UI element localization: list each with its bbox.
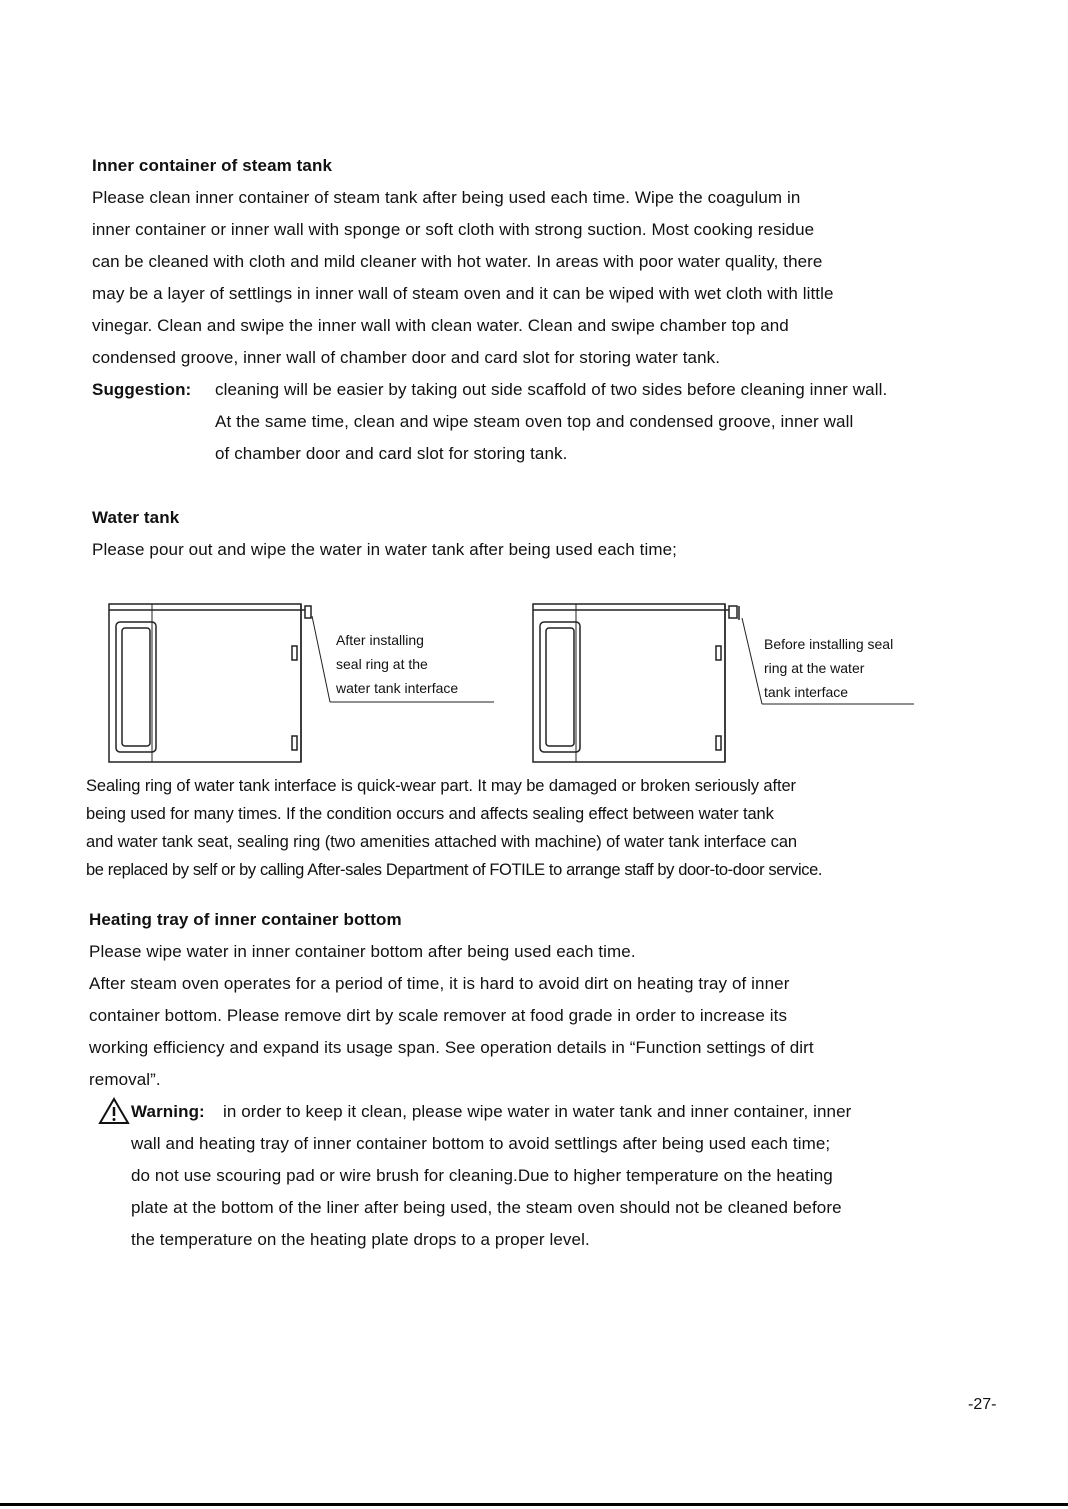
warning-line: in order to keep it clean, please wipe water in water tank and inner container, inner [223,1102,852,1121]
paragraph-line: be replaced by self or by calling After-sales Department of FOTILE to arrange staff by door-to-door service. [86,861,823,879]
paragraph-line: Please pour out and wipe the water in water tank after being used each time; [92,540,678,559]
paragraph-line: working efficiency and expand its usage span. See operation details in “Function settings of dirt [89,1038,814,1057]
warning-line: do not use scouring pad or wire brush for cleaning.Due to higher temperature on the heating [131,1166,833,1185]
suggestion-label: Suggestion: [92,380,192,399]
figure-label-line: water tank interface [336,680,459,696]
section-heading-heating-tray: Heating tray of inner container bottom [89,910,402,929]
water-tank-before-installing-diagram [524,598,924,768]
paragraph-line: Sealing ring of water tank interface is quick-wear part. It may be damaged or broken seriously after [86,777,796,795]
paragraph-line: inner container or inner wall with sponge or soft cloth with strong suction. Most cooking residue [92,220,815,239]
paragraph-line: Please wipe water in inner container bottom after being used each time. [89,942,636,961]
warning-label: Warning: [131,1102,205,1121]
warning-triangle-icon [98,1097,130,1125]
figure-label-line: Before installing seal [764,636,894,652]
suggestion-line: of chamber door and card slot for storing tank. [215,444,568,463]
warning-line: wall and heating tray of inner container bottom to avoid settlings after being used each time; [131,1134,831,1153]
figure-label-line: After installing [336,632,424,648]
section-heading-water-tank: Water tank [92,508,180,527]
paragraph-line: and water tank seat, sealing ring (two amenities attached with machine) of water tank interface can [86,833,797,851]
paragraph-line: container bottom. Please remove dirt by scale remover at food grade in order to increase its [89,1006,788,1025]
paragraph-line: being used for many times. If the condition occurs and affects sealing effect between water tank [86,805,774,823]
section-heading-inner-container: Inner container of steam tank [92,156,333,175]
page-bottom-rule [0,1503,1068,1506]
paragraph-line: Please clean inner container of steam tank after being used each time. Wipe the coagulum in [92,188,801,207]
paragraph-line: may be a layer of settlings in inner wall of steam oven and it can be wiped with wet cloth with little [92,284,834,303]
warning-line: plate at the bottom of the liner after being used, the steam oven should not be cleaned before [131,1198,842,1217]
paragraph-line: condensed groove, inner wall of chamber door and card slot for storing water tank. [92,348,721,367]
paragraph-line: can be cleaned with cloth and mild cleaner with hot water. In areas with poor water quality, there [92,252,823,271]
paragraph-line: After steam oven operates for a period of time, it is hard to avoid dirt on heating tray of inner [89,974,790,993]
suggestion-line: At the same time, clean and wipe steam oven top and condensed groove, inner wall [215,412,854,431]
paragraph-line: removal”. [89,1070,161,1089]
warning-line: the temperature on the heating plate drops to a proper level. [131,1230,590,1249]
paragraph-line: vinegar. Clean and swipe the inner wall with clean water. Clean and swipe chamber top and [92,316,789,335]
page-number: -27- [968,1396,997,1413]
figure-label-line: ring at the water [764,660,865,676]
suggestion-line: cleaning will be easier by taking out side scaffold of two sides before cleaning inner wall. [215,380,888,399]
figure-label-line: tank interface [764,684,849,700]
figure-label-line: seal ring at the [336,656,428,672]
